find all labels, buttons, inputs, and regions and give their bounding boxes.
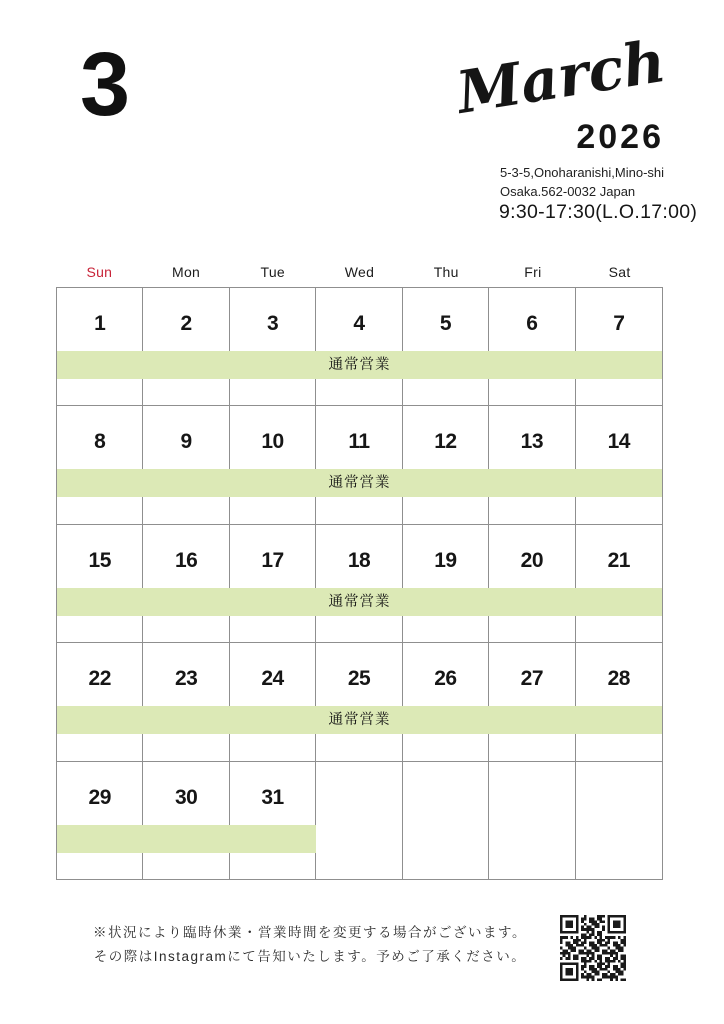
- week-cells: [57, 288, 662, 405]
- date-label: 7: [613, 312, 625, 335]
- date-cell: [143, 643, 229, 760]
- date-label: 23: [174, 667, 198, 691]
- date-cell: [576, 643, 662, 760]
- business-hours-band-label: 通常営業: [328, 357, 391, 373]
- date-cell: [316, 406, 402, 523]
- date-label: 31: [261, 785, 284, 809]
- date-cell: [57, 288, 143, 405]
- day-header-tue: Tue: [260, 264, 286, 280]
- date-label: 14: [607, 430, 630, 454]
- date-label: 20: [520, 548, 544, 572]
- week-row-1: [57, 288, 662, 405]
- date-label: 17: [261, 548, 284, 572]
- date-cell: [489, 643, 575, 760]
- date-label: 11: [348, 430, 370, 454]
- date-cell: [57, 762, 143, 879]
- week-cells: [57, 525, 662, 642]
- date-cell: [230, 762, 316, 879]
- date-cell: [489, 406, 575, 523]
- date-cell: [143, 525, 229, 642]
- day-header-fri: Fri: [524, 264, 542, 280]
- date-label: 18: [347, 548, 371, 572]
- day-header-wed: Wed: [344, 264, 375, 280]
- week-cells: [57, 643, 662, 760]
- note-line-2: その際はInstagramにて告知いたします。予めご了承ください。: [93, 949, 527, 964]
- date-label: 6: [526, 312, 538, 335]
- week-row-4: [57, 642, 662, 760]
- date-cell: [316, 288, 402, 405]
- date-cell: [403, 525, 489, 642]
- date-cell: [489, 762, 575, 879]
- date-label: 2: [180, 312, 192, 335]
- date-cell: [143, 406, 229, 523]
- year-label: 2026: [576, 118, 664, 156]
- date-label: 27: [520, 667, 544, 691]
- address-block: [500, 163, 700, 201]
- date-cell: [57, 643, 143, 760]
- address-line-1: 5-3-5,Onoharanishi,Mino-shi: [500, 165, 665, 180]
- date-cell: [230, 525, 316, 642]
- date-label: 25: [347, 667, 371, 691]
- date-cell: [57, 406, 143, 523]
- date-cell: [230, 288, 316, 405]
- week-row-5: [57, 761, 662, 879]
- week-cells: [57, 762, 662, 879]
- week-row-2: [57, 405, 662, 523]
- date-label: 10: [261, 430, 284, 454]
- date-cell: [230, 643, 316, 760]
- date-label: 8: [94, 430, 106, 454]
- note-line-1: ※状況により臨時休業・営業時間を変更する場合がございます。: [93, 925, 527, 940]
- date-cell: [403, 762, 489, 879]
- address-line-2: Osaka.562-0032 Japan: [500, 184, 636, 199]
- date-label: 29: [88, 785, 111, 809]
- date-label: 4: [353, 312, 365, 335]
- calendar-grid: [56, 287, 663, 880]
- business-hours-band-label: 通常営業: [328, 712, 391, 729]
- date-label: 3: [266, 312, 279, 335]
- date-cell: [57, 525, 143, 642]
- date-cell: [403, 643, 489, 760]
- date-label: 28: [607, 667, 630, 691]
- date-cell: [316, 643, 402, 760]
- date-label: 15: [88, 548, 111, 572]
- week-row-3: [57, 524, 662, 642]
- date-cell: [489, 525, 575, 642]
- date-label: 5: [439, 312, 452, 335]
- date-label: 1: [94, 312, 106, 335]
- date-label: 12: [434, 430, 457, 454]
- month-name-script: March: [452, 26, 671, 127]
- date-cell: [316, 762, 402, 879]
- day-header-thu: Thu: [433, 264, 459, 280]
- date-label: 30: [174, 785, 198, 809]
- date-cell: [489, 288, 575, 405]
- date-label: 19: [434, 548, 457, 572]
- qr-code-icon: [560, 915, 626, 981]
- week-cells: [57, 406, 662, 523]
- date-cell: [316, 525, 402, 642]
- day-header-sun: Sun: [86, 264, 113, 280]
- date-label: 21: [607, 548, 630, 572]
- date-cell: [576, 525, 662, 642]
- date-label: 26: [434, 667, 457, 691]
- date-cell: [403, 406, 489, 523]
- footer-note: [48, 921, 572, 969]
- date-label: 9: [180, 430, 192, 454]
- date-label: 24: [261, 667, 284, 691]
- date-label: 13: [520, 430, 544, 454]
- month-number: 3: [80, 35, 128, 135]
- business-hours-label: 9:30-17:30(L.O.17:00): [499, 201, 698, 223]
- business-hours-band-label: 通常営業: [328, 475, 391, 492]
- date-cell: [576, 762, 662, 879]
- date-cell: [230, 406, 316, 523]
- day-header-sat: Sat: [608, 264, 631, 280]
- business-hours-band: [57, 825, 316, 853]
- date-label: 22: [88, 667, 111, 691]
- date-cell: [143, 762, 229, 879]
- day-header-row: [56, 264, 663, 280]
- day-header-mon: Mon: [171, 264, 201, 280]
- date-label: 16: [174, 548, 198, 572]
- date-cell: [576, 288, 662, 405]
- date-cell: [403, 288, 489, 405]
- business-hours-band-label: 通常営業: [328, 593, 391, 610]
- date-cell: [576, 406, 662, 523]
- date-cell: [143, 288, 229, 405]
